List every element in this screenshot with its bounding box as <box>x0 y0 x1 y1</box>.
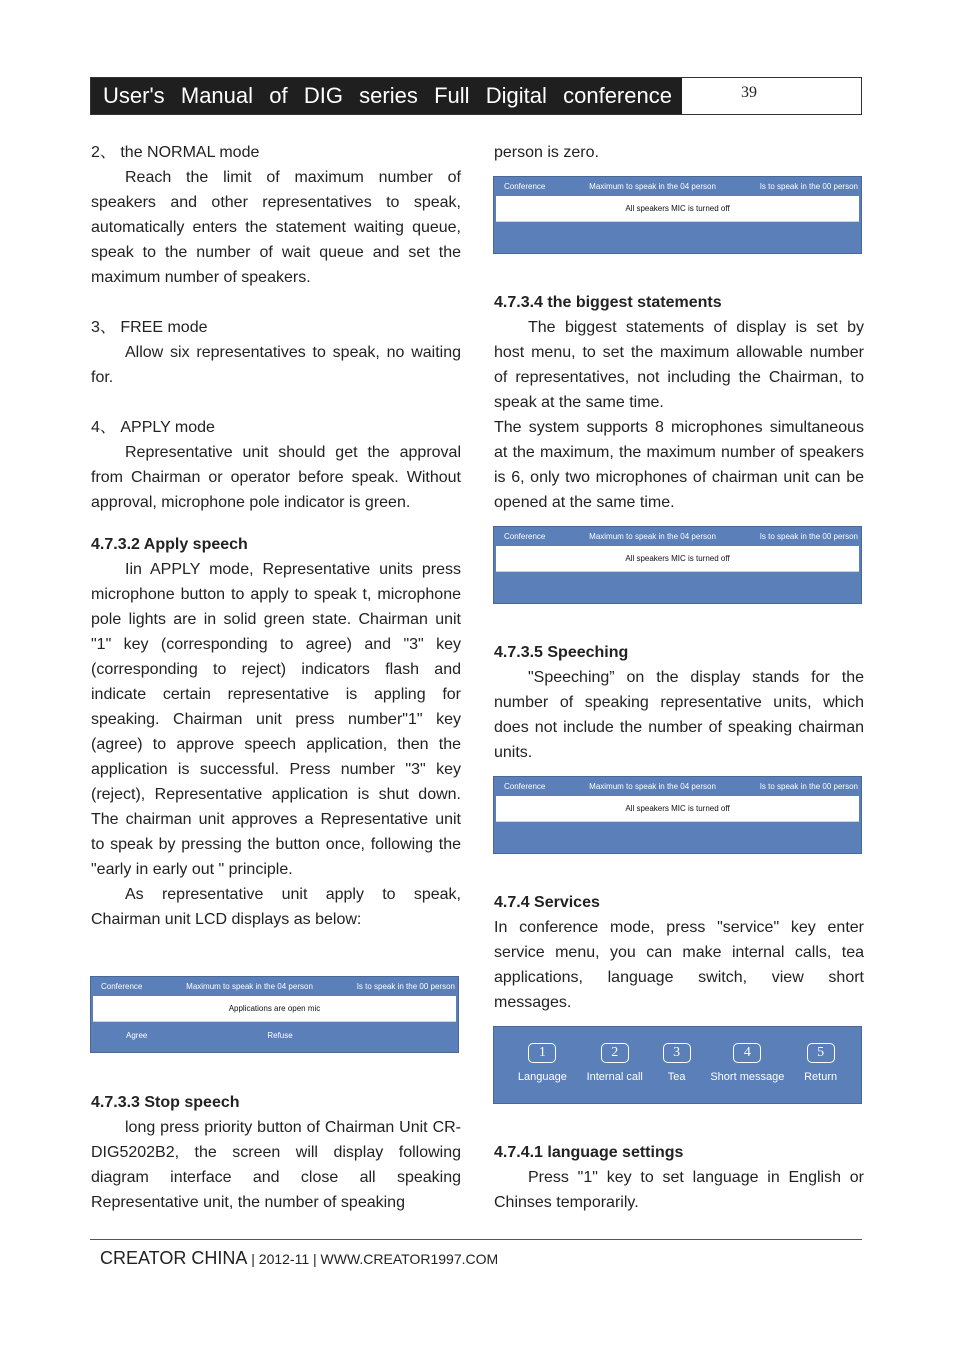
key-4-icon: 4 <box>733 1043 761 1063</box>
page-footer <box>90 1239 862 1268</box>
speeching-heading: 4.7.3.5 Speeching <box>494 644 629 661</box>
title-word: of <box>269 83 288 108</box>
language-settings-heading: 4.7.4.1 language settings <box>494 1144 684 1161</box>
lcd-speaking-count-label: Is to speak in the 00 person <box>759 182 858 191</box>
lcd-conference-label: Conference <box>101 982 143 991</box>
lcd-max-speak-label: Maximum to speak in the 04 person <box>589 782 716 791</box>
lcd-max-speak-label: Maximum to speak in the 04 person <box>589 182 716 191</box>
biggest-statements-section <box>494 290 864 515</box>
lcd-conference-label: Conference <box>504 182 546 191</box>
title-word: User's <box>103 83 165 108</box>
key-2-icon: 2 <box>601 1043 629 1063</box>
lcd-conference-label: Conference <box>504 532 546 541</box>
apply-mode-text: Representative unit should get the approval from Chairman or operator before speak. Without approval, microphone pole indicator is green. <box>91 444 461 511</box>
free-mode-text: Allow six representatives to speak, no waiting for. <box>91 344 461 386</box>
service-label: Short message <box>710 1071 785 1083</box>
service-label: Internal call <box>586 1071 643 1083</box>
title-word: Digital <box>485 83 547 108</box>
speeching-section <box>494 640 864 765</box>
lcd-speaking-count-label: Is to speak in the 00 person <box>759 532 858 541</box>
page-header <box>90 77 862 115</box>
lcd-mic-off-screen-2 <box>493 526 862 604</box>
key-3-icon: 3 <box>663 1043 691 1063</box>
left-column <box>91 140 461 932</box>
services-menu-screen <box>493 1026 862 1104</box>
title-word: series <box>359 83 418 108</box>
apply-speech-heading: 4.7.3.2 Apply speech <box>91 536 248 553</box>
right-column-top <box>494 140 864 165</box>
continued-text: person is zero. <box>494 144 599 161</box>
normal-mode-text: Reach the limit of maximum number of speakers and other representatives to speak, automatically enters the statement waiting queue, speak to the number of wait queue and set the maximum number of speakers. <box>91 169 461 286</box>
footer-date: | 2012-11 | <box>251 1251 317 1267</box>
service-item-language <box>518 1043 567 1103</box>
normal-mode-heading: 2、 the NORMAL mode <box>91 144 260 161</box>
apply-speech-text: Iin APPLY mode, Representative units press microphone button to apply to speak t, microphone pole lights are in solid green state. Chairman unit "1" key (corresponding to agree) and "3" key (corresponding to reject) indicators flash and indicate certain representative is appling for speaking. Chairman unit press number"1" key (agree) to approve speech application, then the application is successful. Press number "3" key (reject), Representative application is shut down. The chairman unit approves a Representative unit to speak by pressing the button once, following the "early in early out " principle. <box>91 561 461 878</box>
lcd-conference-label: Conference <box>504 782 546 791</box>
services-section <box>494 890 864 1015</box>
apply-mode-heading: 4、 APPLY mode <box>91 419 215 436</box>
service-label: Return <box>804 1071 838 1083</box>
title-word: DIG <box>303 83 343 108</box>
key-5-icon: 5 <box>807 1043 835 1063</box>
lcd-open-mic-message: Applications are open mic <box>93 996 456 1022</box>
stop-speech-text: long press priority button of Chairman Unit CR-DIG5202B2, the screen will display following diagram interface and close all speaking Representative unit, the number of speaking <box>91 1119 461 1211</box>
services-heading: 4.7.4 Services <box>494 894 600 911</box>
biggest-statements-text-2: The system supports 8 microphones simultaneous at the maximum, the maximum number of speakers is 6, only two microphones of chairman unit can be opened at the same time. <box>494 419 864 511</box>
lcd-speaking-count-label: Is to speak in the 00 person <box>356 982 455 991</box>
service-label: Language <box>517 1071 567 1083</box>
service-item-short-message <box>710 1043 784 1103</box>
title-word: conference <box>563 83 672 108</box>
lcd-refuse-option: Refuse <box>267 1030 293 1040</box>
lcd-mic-off-message: All speakers MIC is turned off <box>496 196 859 222</box>
lcd-max-speak-label: Maximum to speak in the 04 person <box>186 982 313 991</box>
lcd-agree-option: Agree <box>126 1030 148 1040</box>
title-word: Manual <box>180 83 254 108</box>
lcd-apply-screen <box>90 976 459 1053</box>
stop-speech-heading: 4.7.3.3 Stop speech <box>91 1094 240 1111</box>
manual-title <box>91 78 682 114</box>
service-label: Tea <box>667 1071 686 1083</box>
free-mode-heading: 3、 FREE mode <box>91 319 208 336</box>
lcd-mic-off-screen-3 <box>493 776 862 854</box>
left-column-bottom <box>91 1090 461 1215</box>
biggest-statements-heading: 4.7.3.4 the biggest statements <box>494 294 722 311</box>
footer-url: WWW.CREATOR1997.COM <box>320 1251 499 1267</box>
page-number: 39 <box>741 84 757 101</box>
apply-speech-lcd-intro: As representative unit apply to speak, Chairman unit LCD displays as below: <box>91 886 461 928</box>
title-word: Full <box>434 83 470 108</box>
lcd-mic-off-message: All speakers MIC is turned off <box>496 796 859 822</box>
lcd-speaking-count-label: Is to speak in the 00 person <box>759 782 858 791</box>
service-item-internal-call <box>587 1043 643 1103</box>
services-text: In conference mode, press "service" key enter service menu, you can make internal calls, tea applications, language switch, view short messages. <box>494 919 864 1011</box>
key-1-icon: 1 <box>528 1043 556 1063</box>
lcd-mic-off-screen-1 <box>493 176 862 254</box>
lcd-mic-off-message: All speakers MIC is turned off <box>496 546 859 572</box>
biggest-statements-text: The biggest statements of display is set by host menu, to set the maximum allowable number of representatives, not including the Chairman, to speak at the same time. <box>494 319 864 411</box>
language-settings-section <box>494 1140 864 1215</box>
language-settings-text: Press "1" key to set language in English or Chinses temporarily. <box>494 1169 864 1211</box>
service-item-tea <box>663 1043 691 1103</box>
service-item-return <box>804 1043 837 1103</box>
speeching-text: "Speeching” on the display stands for the number of speaking representative units, which does not include the number of speaking chairman units. <box>494 669 864 761</box>
footer-brand: CREATOR CHINA <box>100 1248 248 1268</box>
lcd-max-speak-label: Maximum to speak in the 04 person <box>589 532 716 541</box>
